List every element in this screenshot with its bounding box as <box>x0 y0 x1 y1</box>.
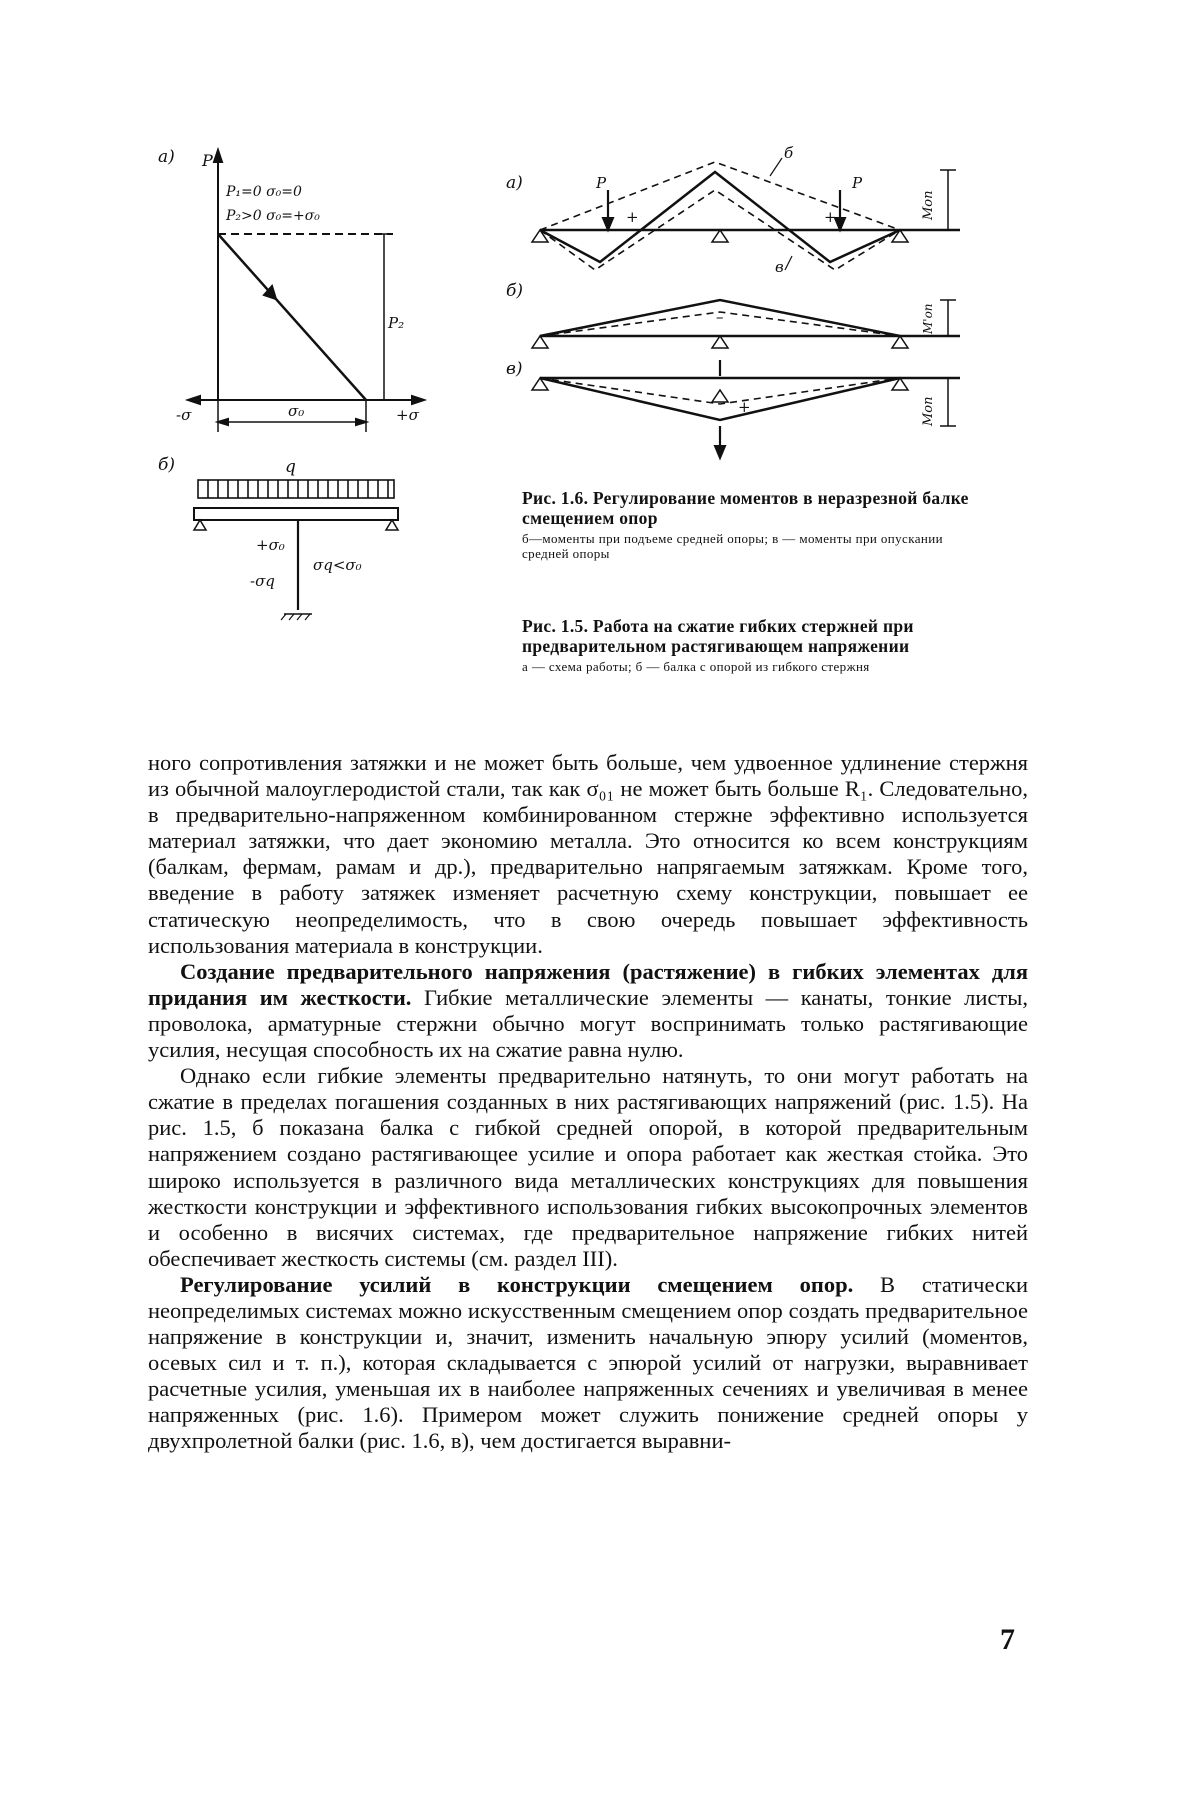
caption-1-6-title: Рис. 1.6. Регулирование моментов в неразрезной балке смещением опор <box>522 488 969 528</box>
minus-sign-b: – <box>716 308 724 326</box>
caption-figure-1-6 <box>522 488 977 561</box>
q-label: q <box>285 457 296 477</box>
page-number: 7 <box>1000 1623 1015 1656</box>
marker-b: б <box>784 144 794 162</box>
paragraph-1: ного сопротивления затяжки и не может быть больше, чем удвоенное удлинение стержня из обычной малоуглеродистой стали, так как σ₀₁ не может быть больше R₁. Следовательно, в предварительно-напряженном комбинированном стержне эффективно используется материал затяжки, что дает экономию металла. Это относится ко всем конструкциям (балкам, фермам, рамам и др.), предварительно напрягаемым затяжкам. Кроме того, введение в работу затяжек изменяет расчетную схему конструкции, повышает ее статическую неопределимость, что в свою очередь повышает эффективность использования материала в конструкции. <box>148 750 1028 958</box>
load-p-right: P <box>852 174 863 192</box>
body-text <box>148 750 1028 1455</box>
m-on-label-a: Mоп <box>921 190 936 220</box>
plus-sigma0-label: +σ₀ <box>256 536 285 554</box>
plus-sign-v: + <box>738 398 751 416</box>
condition-2: P₂>0 σ₀=+σ₀ <box>226 208 320 224</box>
caption-1-5-desc: а — схема работы; б — балка с опорой из гибкого стержня <box>522 659 870 674</box>
left-support <box>194 520 206 530</box>
figure-1-5 <box>158 147 478 730</box>
distributed-load <box>198 480 394 498</box>
plus-sign-right: + <box>824 208 837 226</box>
paragraph-4 <box>148 1272 1028 1455</box>
p-axis-label: P <box>202 151 213 170</box>
paragraph-2-text: Гибкие металлические элементы — канаты, тонкие листы, проволока, арматурные стержни обычно могут воспринимать только растягивающие усилия, несущая способность их на сжатие равна нулю. <box>148 984 1028 1063</box>
fig6-panel-a-label: а) <box>506 173 523 193</box>
caption-1-6-desc: б—моменты при подъеме средней опоры; в — моменты при опускании средней опоры <box>522 531 943 561</box>
m-on-prime-label: M'оп <box>921 303 935 334</box>
beam <box>194 508 398 520</box>
condition-1: P₁=0 σ₀=0 <box>226 184 302 200</box>
sigma-q-condition: σq<σ₀ <box>313 556 362 574</box>
fig6-panel-v-label: в) <box>506 359 523 379</box>
load-p-left: P <box>596 174 607 192</box>
right-support <box>386 520 398 530</box>
paragraph-3: Однако если гибкие элементы предварительно натянуть, то они могут работать на сжатие в пределах погашения созданных в них растягивающих напряжений (рис. 1.5). На рис. 1.5, б показана балка с гибкой средней опорой, в которой предварительным напряжением создано растягивающее усилие и опора работает как жесткая стойка. Это широко используется в различного вида металлических конструкциях для повышения жесткости конструкции и эффективного использования гибких высокопрочных элементов и особенно в висячих системах, где предварительное напряжение гибких нитей обеспечивает жесткость системы (см. раздел III). <box>148 1063 1028 1271</box>
minus-sigma-label: -σ <box>176 406 192 424</box>
figure-1-6 <box>500 144 980 480</box>
moment-triangle-v <box>540 378 900 420</box>
p2-label: P₂ <box>388 314 405 332</box>
caption-1-5-title: Рис. 1.5. Работа на сжатие гибких стержней при предварительном растягивающем напряжении <box>522 616 914 656</box>
paragraph-2-heading: Создание предварительного напряжения (растяжение) в гибких элементах для придания им жесткости. <box>148 958 1028 1010</box>
paragraph-2 <box>148 959 1028 1063</box>
plus-sign-left: + <box>626 208 639 226</box>
moment-curve-b <box>540 162 900 230</box>
sigma0-label: σ₀ <box>288 402 305 420</box>
p-axis-arrow <box>214 150 222 162</box>
sigma-axis-left-arrow <box>188 396 200 404</box>
sigma-axis-right-arrow <box>412 396 424 404</box>
caption-figure-1-5 <box>522 616 977 674</box>
plus-sigma-label: +σ <box>396 406 419 424</box>
panel-b-label: б) <box>158 455 176 475</box>
paragraph-4-text: В статически неопределимых системах можно искусственным смещением опор создать предварительное напряжение в конструкции и, значит, изменить начальную эпюру усилий (моментов, осевых сил и т. п.), которая складывается с эпюрой усилий от нагрузки, выравнивает расчетные усилия, уменьшая их в наиболее напряженных сечениях и увеличивая в менее напряженных (рис. 1.6). Примером может служить понижение средней опоры у двухпролетной балки (рис. 1.6, в), чем достигается выравни- <box>148 1271 1029 1454</box>
loading-diagonal <box>218 234 366 400</box>
marker-v: в <box>775 258 784 276</box>
minus-sigma-q-label: -σq <box>250 572 275 590</box>
panel-a-label: а) <box>158 147 175 167</box>
fig6-panel-b-label: б) <box>506 281 524 301</box>
paragraph-4-heading: Регулирование усилий в конструкции смещением опор. <box>180 1271 854 1297</box>
m-on-label-v: Mоп <box>921 396 936 426</box>
